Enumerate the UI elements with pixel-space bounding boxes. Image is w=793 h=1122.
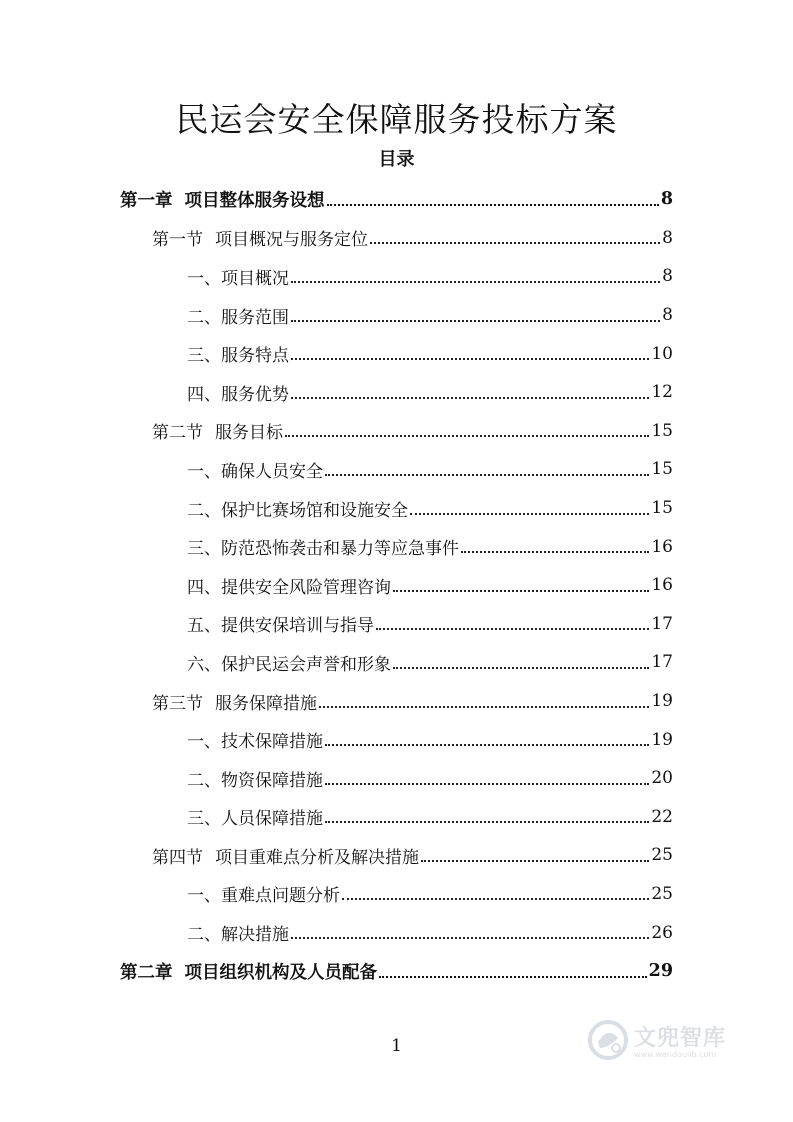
toc-entry-text: 四、服务优势 — [187, 384, 289, 405]
toc-leader-dots — [325, 473, 649, 476]
toc-entry-label — [187, 766, 323, 791]
toc-entry-label — [187, 920, 289, 945]
toc-entry[interactable] — [0, 720, 793, 759]
toc-entry-text: 三、防范恐怖袭击和暴力等应急事件 — [187, 539, 459, 560]
toc-entry-label — [187, 380, 289, 405]
toc-entry-label — [120, 187, 325, 212]
toc-entry-page: 19 — [651, 691, 673, 712]
toc-entry-text: 二、解决措施 — [187, 925, 289, 946]
toc-entry-page: 26 — [651, 922, 673, 943]
toc-leader-dots — [325, 820, 649, 823]
toc-entry-text: 二、物资保障措施 — [187, 770, 323, 791]
toc-entry[interactable] — [0, 257, 793, 296]
toc-entry-page: 22 — [651, 806, 673, 827]
toc-entry-page: 16 — [651, 575, 673, 596]
toc-entry-text: 服务保障措施 — [215, 693, 317, 714]
toc-entry-label — [187, 650, 391, 675]
toc-entry-page: 10 — [651, 343, 673, 364]
toc-entry[interactable] — [0, 798, 793, 837]
toc-entry-text: 一、确保人员安全 — [187, 461, 323, 482]
toc-entry-label — [152, 225, 368, 250]
toc-entry-text: 一、技术保障措施 — [187, 732, 323, 753]
toc-entry-page: 15 — [651, 498, 673, 519]
toc-entry[interactable] — [0, 373, 793, 412]
toc-entry-number: 第一章 — [120, 190, 173, 211]
toc-entry[interactable] — [0, 913, 793, 952]
toc-leader-dots — [291, 280, 660, 283]
toc-leader-dots — [291, 319, 660, 322]
watermark — [586, 1018, 726, 1062]
toc-entry[interactable] — [0, 682, 793, 721]
toc-leader-dots — [393, 589, 649, 592]
toc-entry-label — [152, 843, 419, 868]
toc-entry-text: 一、重难点问题分析 — [187, 886, 340, 907]
toc-leader-dots — [327, 203, 659, 206]
toc-entry-label — [187, 804, 323, 829]
toc-leader-dots — [319, 705, 649, 708]
toc-entry-page: 19 — [651, 729, 673, 750]
toc-entry-text: 项目整体服务设想 — [184, 190, 325, 211]
toc-leader-dots — [291, 357, 649, 360]
toc-leader-dots — [291, 936, 649, 939]
toc-entry-label — [187, 727, 323, 752]
watermark-url: www.wendoulib.com — [634, 1050, 717, 1059]
toc-entry-label — [187, 881, 340, 906]
toc-leader-dots — [376, 627, 649, 630]
toc-entry-page: 17 — [651, 652, 673, 673]
toc-entry-text: 二、服务范围 — [187, 307, 289, 328]
toc-leader-dots — [325, 782, 649, 785]
wendou-logo-icon — [586, 1018, 630, 1062]
toc-entry-label — [187, 611, 374, 636]
toc-entry[interactable] — [0, 836, 793, 875]
toc-entry-page: 8 — [662, 227, 673, 248]
toc-entry-label — [187, 534, 459, 559]
toc-entry-page: 12 — [651, 382, 673, 403]
toc-entry-text: 项目组织机构及人员配备 — [184, 962, 377, 983]
toc-leader-dots — [291, 396, 649, 399]
table-of-contents — [0, 180, 793, 990]
toc-entry-label — [187, 457, 323, 482]
toc-leader-dots — [285, 434, 649, 437]
toc-entry-page: 29 — [648, 961, 673, 982]
toc-entry[interactable] — [0, 759, 793, 798]
toc-entry-text: 五、提供安保培训与指导 — [187, 616, 374, 637]
document-title: 民运会安全保障服务投标方案 — [175, 100, 618, 139]
toc-leader-dots — [370, 241, 660, 244]
toc-entry-text: 项目概况与服务定位 — [215, 230, 368, 251]
toc-entry[interactable] — [0, 527, 793, 566]
toc-entry-text: 服务目标 — [215, 423, 283, 444]
toc-entry-text: 四、提供安全风险管理咨询 — [187, 577, 391, 598]
toc-entry-label — [187, 264, 289, 289]
toc-entry[interactable] — [0, 952, 793, 991]
toc-entry-label — [152, 689, 317, 714]
toc-entry-label — [187, 341, 289, 366]
toc-entry[interactable] — [0, 450, 793, 489]
toc-leader-dots — [421, 859, 649, 862]
toc-entry-label — [120, 959, 377, 984]
toc-entry-text: 三、服务特点 — [187, 346, 289, 367]
toc-entry[interactable] — [0, 180, 793, 219]
toc-entry[interactable] — [0, 566, 793, 605]
toc-entry-label — [187, 303, 289, 328]
toc-entry-label — [187, 573, 391, 598]
toc-entry-text: 三、人员保障措施 — [187, 809, 323, 830]
watermark-name: 文兜智库 — [634, 1026, 727, 1051]
toc-leader-dots — [325, 743, 649, 746]
toc-leader-dots — [461, 550, 649, 553]
toc-leader-dots — [379, 975, 647, 978]
toc-entry-number: 第四节 — [152, 847, 203, 868]
toc-entry-text: 一、项目概况 — [187, 268, 289, 289]
toc-entry[interactable] — [0, 875, 793, 914]
toc-entry-number: 第三节 — [152, 693, 203, 714]
toc-entry-text: 六、保护民运会声誉和形象 — [187, 654, 391, 675]
toc-entry-page: 8 — [660, 189, 673, 210]
toc-entry-page: 17 — [651, 613, 673, 634]
toc-entry-page: 15 — [651, 459, 673, 480]
toc-leader-dots — [393, 666, 649, 669]
toc-entry-page: 8 — [662, 305, 673, 326]
toc-entry-page: 25 — [651, 883, 673, 904]
toc-entry-page: 8 — [662, 266, 673, 287]
toc-entry-number: 第一节 — [152, 230, 203, 251]
toc-entry-label — [187, 496, 408, 521]
page-number: 1 — [391, 1036, 402, 1056]
toc-leader-dots — [342, 897, 649, 900]
toc-entry[interactable] — [0, 605, 793, 644]
toc-entry-text: 二、保护比赛场馆和设施安全 — [187, 500, 408, 521]
toc-entry[interactable] — [0, 219, 793, 258]
toc-entry-page: 20 — [651, 768, 673, 789]
toc-entry-page: 16 — [651, 536, 673, 557]
toc-entry-text: 项目重难点分析及解决措施 — [215, 847, 419, 868]
toc-heading: 目录 — [378, 149, 415, 170]
toc-entry-number: 第二章 — [120, 962, 173, 983]
toc-entry-page: 15 — [651, 420, 673, 441]
toc-entry[interactable] — [0, 643, 793, 682]
toc-entry[interactable] — [0, 296, 793, 335]
toc-leader-dots — [410, 512, 649, 515]
toc-entry[interactable] — [0, 412, 793, 451]
toc-entry-number: 第二节 — [152, 423, 203, 444]
toc-entry-label — [152, 418, 283, 443]
toc-entry[interactable] — [0, 334, 793, 373]
toc-entry[interactable] — [0, 489, 793, 528]
toc-entry-page: 25 — [651, 845, 673, 866]
